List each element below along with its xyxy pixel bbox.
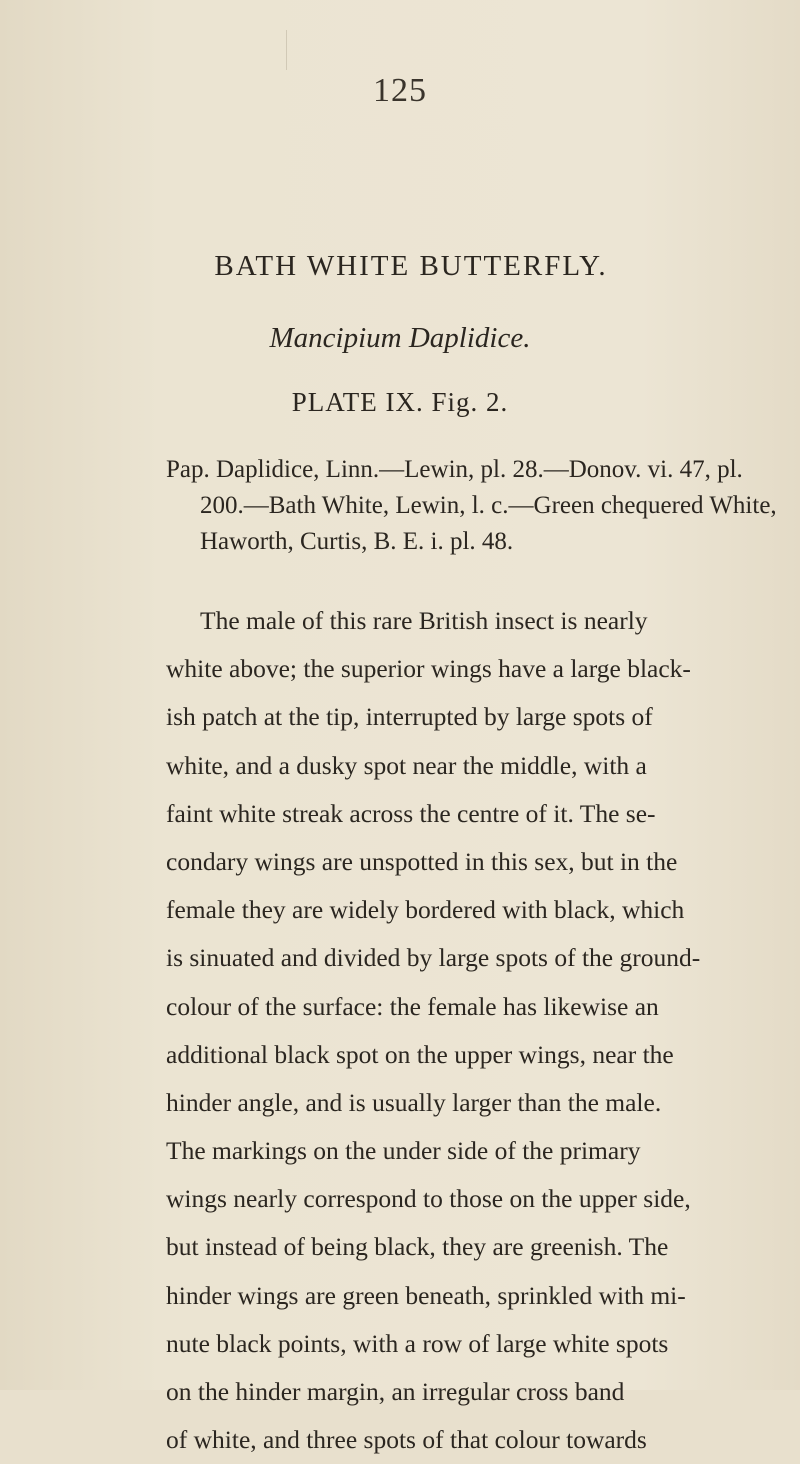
body-line: but instead of being black, they are greenish. The — [166, 1232, 669, 1262]
synonymy-line: Pap. Daplidice, Linn.—Lewin, pl. 28.—Donov. vi. 47, pl. — [166, 456, 743, 483]
synonymy-line: 200.—Bath White, Lewin, l. c.—Green chequered White, — [200, 492, 777, 519]
plate-reference: PLATE IX. Fig. 2. — [291, 387, 509, 417]
body-line: is sinuated and divided by large spots of the ground- — [166, 943, 701, 973]
body-line: white above; the superior wings have a large black- — [166, 654, 691, 684]
body-line: on the hinder margin, an irregular cross band — [166, 1377, 625, 1406]
body-line: The markings on the under side of the primary — [166, 1136, 641, 1166]
body-line: faint white streak across the centre of it. The se- — [166, 798, 656, 828]
body-line: colour of the surface: the female has likewise an — [166, 991, 659, 1021]
synonymy-line: Haworth, Curtis, B. E. i. pl. 48. — [200, 528, 514, 555]
body-line: hinder wings are green beneath, sprinkled with mi- — [166, 1280, 686, 1310]
body-line: ish patch at the tip, interrupted by large spots of — [166, 702, 653, 732]
species-name: Mancipium Daplidice. — [269, 322, 531, 354]
body-line: wings nearly correspond to those on the upper side, — [166, 1184, 691, 1214]
body-line: additional black spot on the upper wings, near the — [166, 1039, 674, 1069]
body-line: female they are widely bordered with black, which — [166, 895, 685, 925]
page-stain — [286, 30, 301, 70]
body-line: nute black points, with a row of large white spots — [166, 1328, 669, 1358]
body-line: The male of this rare British insect is nearly — [200, 606, 648, 635]
page-title: BATH WHITE BUTTERFLY. — [214, 250, 608, 282]
body-line: of white, and three spots of that colour towards — [166, 1425, 647, 1455]
page-number: 125 — [373, 72, 427, 109]
synonymy-block — [166, 452, 796, 560]
body-line: condary wings are unspotted in this sex, but in the — [166, 846, 678, 876]
body-paragraph — [166, 597, 796, 1464]
body-line: white, and a dusky spot near the middle, with a — [166, 750, 647, 780]
body-line: hinder angle, and is usually larger than the male. — [166, 1087, 662, 1117]
